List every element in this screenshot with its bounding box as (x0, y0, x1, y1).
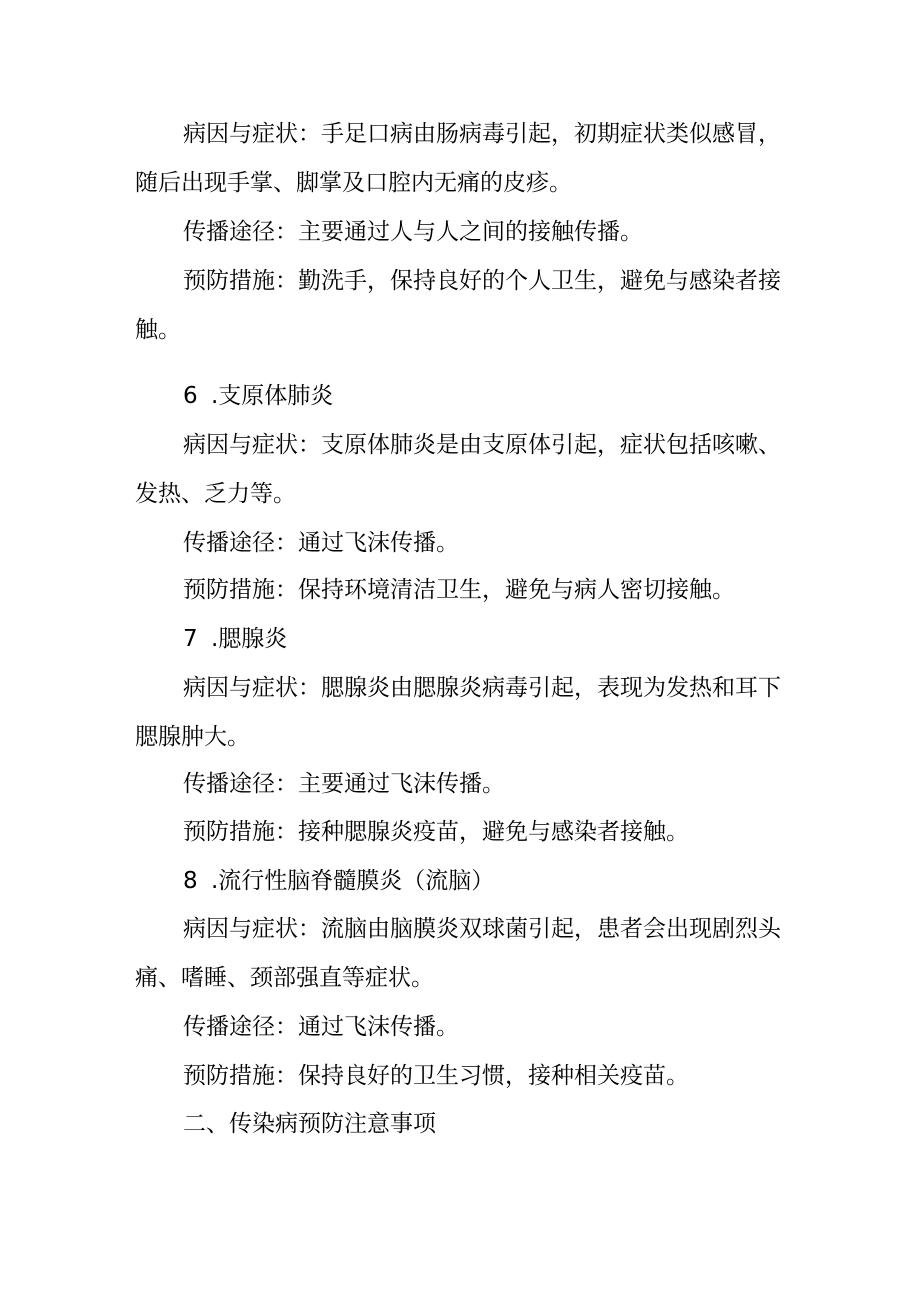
mycoplasma-number: 6 (183, 383, 198, 409)
meningitis-transmission-paragraph: 传播途径：通过飞沫传播。 (183, 1014, 459, 1040)
meningitis-title: .流行性脑脊髓膜炎（流脑） (211, 868, 495, 894)
meningitis-cause-paragraph: 病因与症状：流脑由脑膜炎双球菌引起，患者会出现剧烈头痛、嗜睡、颈部强直等症状。 (135, 916, 781, 991)
mycoplasma-prevention-paragraph: 预防措施：保持环境清洁卫生，避免与病人密切接触。 (183, 577, 735, 603)
hfmd-prevention-paragraph: 预防措施：勤洗手，保持良好的个人卫生，避免与感染者接触。 (135, 268, 781, 343)
mumps-title: .腮腺炎 (211, 626, 288, 652)
hfmd-cause-paragraph: 病因与症状：手足口病由肠病毒引起，初期症状类似感冒，随后出现手掌、脚掌及口腔内无痛的皮疹。 (135, 121, 781, 196)
mycoplasma-title: .支原体肺炎 (211, 383, 334, 409)
meningitis-heading (183, 857, 494, 906)
mycoplasma-cause-paragraph: 病因与症状：支原体肺炎是由支原体引起，症状包括咳嗽、发热、乏力等。 (135, 432, 781, 507)
mumps-cause-paragraph: 病因与症状：腮腺炎由腮腺炎病毒引起，表现为发热和耳下腮腺肿大。 (135, 675, 781, 750)
hfmd-transmission-paragraph: 传播途径：主要通过人与人之间的接触传播。 (183, 219, 643, 245)
mumps-number: 7 (183, 626, 198, 652)
meningitis-prevention-paragraph: 预防措施：保持良好的卫生习惯，接种相关疫苗。 (183, 1063, 689, 1089)
section-heading: 二、传染病预防注意事项 (183, 1111, 436, 1137)
mumps-transmission-paragraph: 传播途径：主要通过飞沫传播。 (183, 771, 505, 797)
mumps-heading (183, 615, 287, 664)
meningitis-number: 8 (183, 868, 198, 894)
mycoplasma-heading (183, 372, 333, 421)
mumps-prevention-paragraph: 预防措施：接种腮腺炎疫苗，避免与感染者接触。 (183, 819, 689, 845)
mycoplasma-transmission-paragraph: 传播途径：通过飞沫传播。 (183, 530, 459, 556)
